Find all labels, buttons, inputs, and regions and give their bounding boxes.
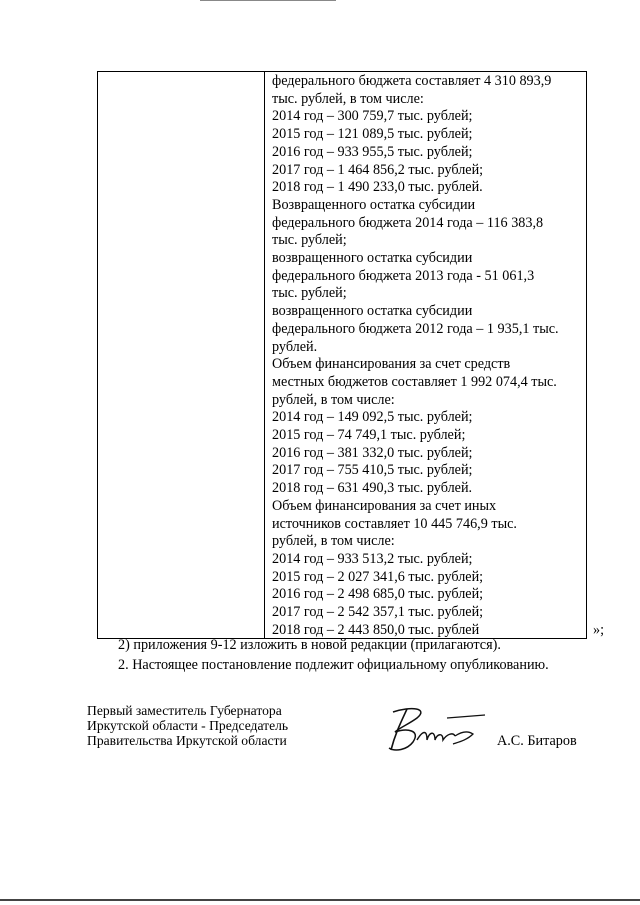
table-line: 2017 год – 2 542 357,1 тыс. рублей;	[272, 604, 484, 621]
table-column-divider	[264, 72, 265, 638]
bottom-rule	[0, 899, 640, 901]
table-line: 2014 год – 149 092,5 тыс. рублей;	[272, 409, 473, 426]
table-line: федерального бюджета составляет 4 310 893,9	[272, 73, 552, 89]
paragraph-appendices: 2) приложения 9-12 изложить в новой редакции (прилагаются).	[118, 637, 501, 653]
table-line: 2014 год – 933 513,2 тыс. рублей;	[272, 550, 473, 567]
table-line: 2016 год – 2 498 685,0 тыс. рублей;	[272, 586, 484, 603]
table-line: рублей, в том числе:	[272, 391, 395, 408]
table-line: 2015 год – 74 749,1 тыс. рублей;	[272, 427, 466, 444]
table-right-cell	[272, 73, 586, 640]
table-line: Объем финансирования за счет средств	[272, 356, 511, 373]
table-line: 2017 год – 755 410,5 тыс. рублей;	[272, 462, 473, 479]
table-line: федерального бюджета 2012 года – 1 935,1 тыс.	[272, 320, 559, 337]
table-line: 2017 год – 1 464 856,2 тыс. рублей;	[272, 161, 484, 178]
table-line: Объем финансирования за счет иных	[272, 497, 497, 514]
table-line: возвращенного остатка субсидии	[272, 250, 473, 267]
table-line: местных бюджетов составляет 1 992 074,4 тыс.	[272, 373, 557, 390]
signer-name: А.С. Битаров	[497, 733, 577, 749]
handwritten-signature	[377, 704, 487, 756]
table-line: Возвращенного остатка субсидии	[272, 196, 476, 213]
signatory-title-line: Первый заместитель Губернатора	[87, 703, 282, 718]
table-line: тыс. рублей, в том числе:	[272, 90, 424, 107]
table-line: 2015 год – 2 027 341,6 тыс. рублей;	[272, 568, 484, 585]
table-line: 2016 год – 933 955,5 тыс. рублей;	[272, 143, 473, 160]
signatory-title-line: Правительства Иркутской области	[87, 732, 287, 748]
table-line: возвращенного остатка субсидии	[272, 303, 473, 320]
closing-quote-mark: »;	[593, 622, 605, 638]
table-line: рублей.	[272, 338, 318, 355]
table-line: рублей, в том числе:	[272, 533, 395, 550]
paragraph-publication: 2. Настоящее постановление подлежит официальному опубликованию.	[118, 657, 549, 673]
table-line: 2015 год – 121 089,5 тыс. рублей;	[272, 126, 473, 143]
signatory-title	[87, 704, 288, 748]
table-line: тыс. рублей;	[272, 232, 347, 249]
top-rule	[200, 0, 336, 1]
program-table	[97, 71, 587, 639]
table-line: 2018 год – 631 490,3 тыс. рублей.	[272, 480, 473, 497]
table-line: 2014 год – 300 759,7 тыс. рублей;	[272, 108, 473, 125]
table-line: источников составляет 10 445 746,9 тыс.	[272, 515, 517, 532]
table-line: 2016 год – 381 332,0 тыс. рублей;	[272, 444, 473, 461]
signatory-title-line: Иркутской области - Председатель	[87, 717, 289, 733]
table-line: федерального бюджета 2013 года - 51 061,3	[272, 267, 535, 284]
table-line: 2018 год – 1 490 233,0 тыс. рублей.	[272, 179, 483, 196]
table-line: 2018 год – 2 443 850,0 тыс. рублей	[272, 621, 480, 638]
table-line: тыс. рублей;	[272, 285, 347, 302]
table-line: федерального бюджета 2014 года – 116 383,8	[272, 214, 544, 231]
